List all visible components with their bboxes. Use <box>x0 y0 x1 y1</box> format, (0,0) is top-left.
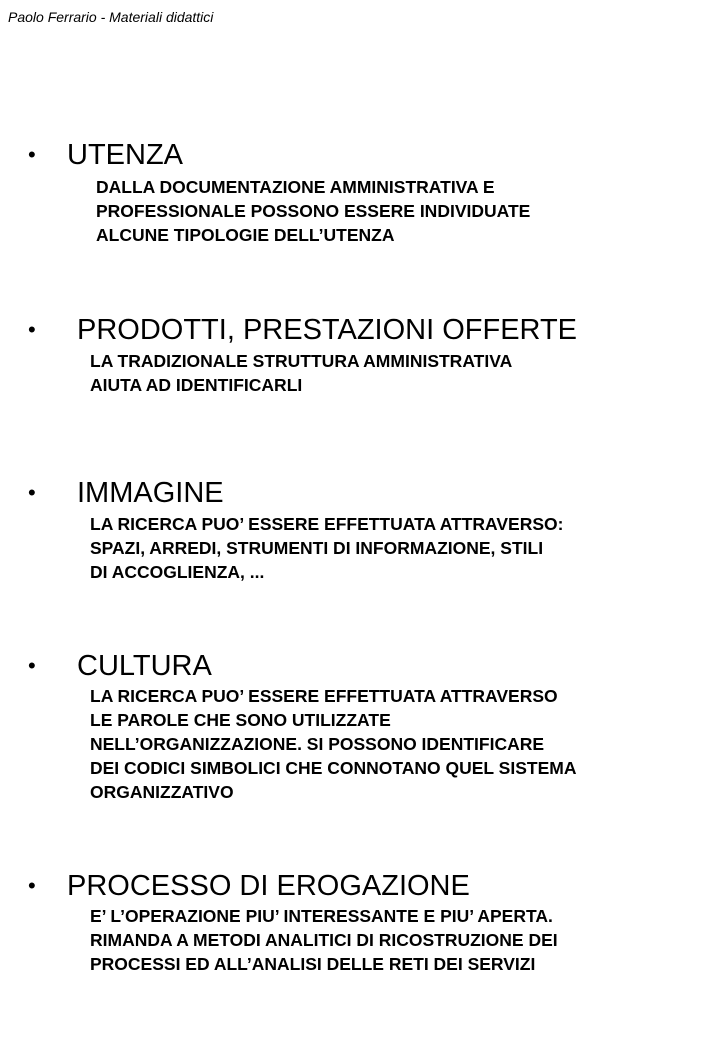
bullet-icon: • <box>28 653 36 678</box>
body-line: E’ L’OPERAZIONE PIU’ INTERESSANTE E PIU’ APERTA. <box>90 906 553 926</box>
body-line: DI ACCOGLIENZA, ... <box>90 562 265 582</box>
body-line: LE PAROLE CHE SONO UTILIZZATE <box>90 710 391 730</box>
body-line: DALLA DOCUMENTAZIONE AMMINISTRATIVA E <box>96 177 495 197</box>
body-line: LA RICERCA PUO’ ESSERE EFFETTUATA ATTRAVERSO: <box>90 514 564 534</box>
bullet-icon: • <box>28 480 36 505</box>
section-body <box>90 349 512 397</box>
body-line: NELL’ORGANIZZAZIONE. SI POSSONO IDENTIFICARE <box>90 734 545 754</box>
body-line: SPAZI, ARREDI, STRUMENTI DI INFORMAZIONE, STILI <box>90 538 544 558</box>
bullet-icon: • <box>28 142 36 167</box>
section-body <box>90 684 576 804</box>
section-body <box>90 904 558 976</box>
body-line: ALCUNE TIPOLOGIE DELL’UTENZA <box>96 225 395 245</box>
section-title: PRODOTTI, PRESTAZIONI OFFERTE <box>77 314 578 346</box>
section-title: PROCESSO DI EROGAZIONE <box>67 870 470 902</box>
page-header: Paolo Ferrario - Materiali didattici <box>8 9 214 25</box>
body-line: PROFESSIONALE POSSONO ESSERE INDIVIDUATE <box>96 201 531 221</box>
section-title: UTENZA <box>67 139 183 171</box>
body-line: AIUTA AD IDENTIFICARLI <box>90 375 303 395</box>
bullet-icon: • <box>28 317 36 342</box>
section-title: IMMAGINE <box>77 477 224 509</box>
bullet-icon: • <box>28 873 36 898</box>
section-body <box>90 512 563 584</box>
body-line: DEI CODICI SIMBOLICI CHE CONNOTANO QUEL SISTEMA <box>90 758 577 778</box>
body-line: RIMANDA A METODI ANALITICI DI RICOSTRUZIONE DEI <box>90 930 558 950</box>
section-title: CULTURA <box>77 650 212 682</box>
body-line: LA RICERCA PUO’ ESSERE EFFETTUATA ATTRAVERSO <box>90 686 558 706</box>
body-line: PROCESSI ED ALL’ANALISI DELLE RETI DEI SERVIZI <box>90 954 536 974</box>
body-line: ORGANIZZATIVO <box>90 782 234 802</box>
section-body <box>96 175 530 247</box>
body-line: LA TRADIZIONALE STRUTTURA AMMINISTRATIVA <box>90 351 513 371</box>
